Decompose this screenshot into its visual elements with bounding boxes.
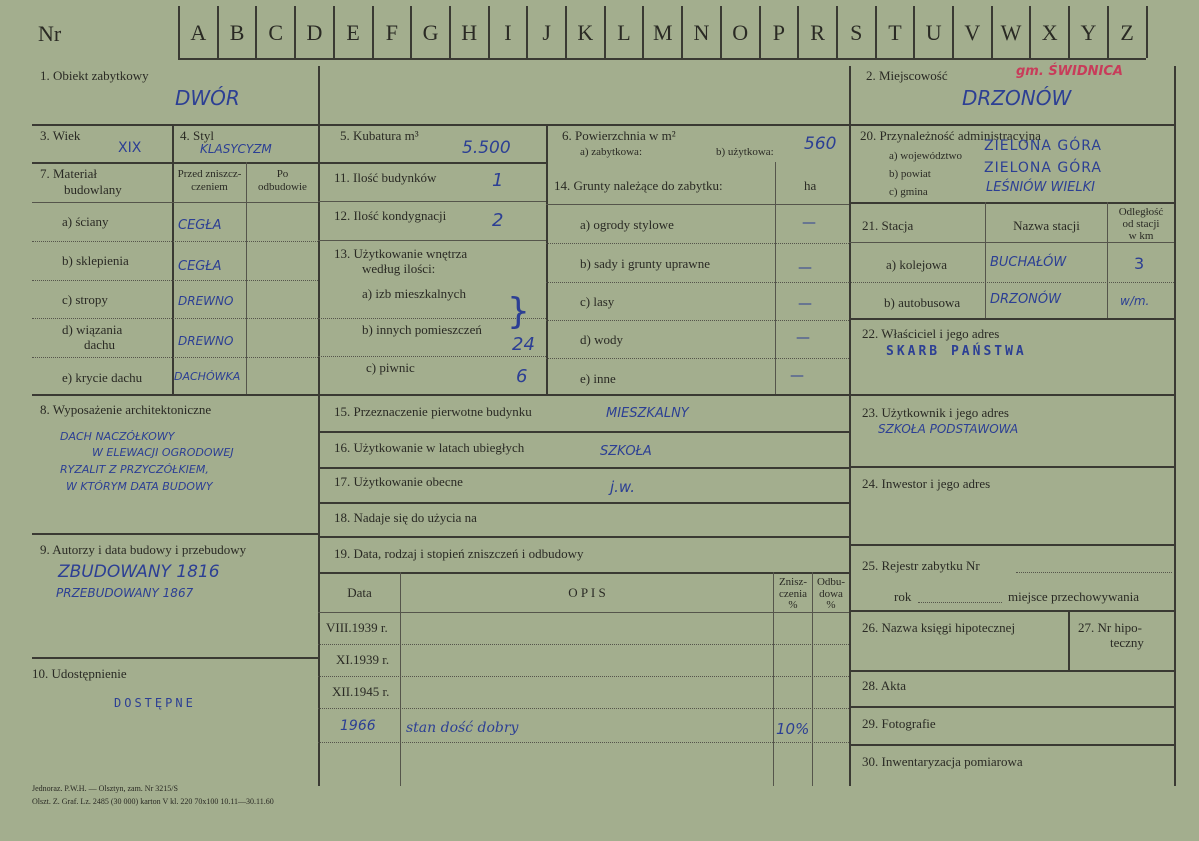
field-25-rok: rok [894, 589, 912, 604]
field-13-b-value: 24 [512, 334, 535, 355]
divider [318, 676, 849, 677]
field-7-col1: Przed zniszcz- [177, 168, 242, 180]
divider [849, 744, 1174, 746]
field-14-row-e: e) inne [580, 371, 616, 386]
field-8-line-4: W KTÓRYM DATA BUDOWY [66, 480, 213, 493]
divider [32, 241, 318, 242]
field-7-col1-b: czeniem [191, 181, 228, 193]
footer-line-2: Olszt. Z. Graf. Lz. 2485 (30 000) karton V kl. 220 70x100 10.11—30.11.60 [32, 797, 274, 806]
field-23-label: 23. Użytkownik i jego adres [862, 405, 1009, 420]
field-19-date-3: XII.1945 r. [332, 684, 390, 699]
field-14-row-a-value: — [802, 215, 816, 231]
field-19-col-reb-3: % [826, 599, 836, 611]
field-21-b: b) autobusowa [884, 295, 961, 310]
divider [318, 644, 849, 645]
field-8-label: 8. Wyposażenie architektoniczne [40, 402, 212, 417]
field-26-label: 26. Nazwa księgi hipotecznej [862, 620, 1016, 635]
divider [318, 240, 546, 241]
field-2-note: gm. ŚWIDNICA [1016, 64, 1123, 79]
field-14-row-d: d) wody [580, 332, 623, 347]
field-21-label: 21. Stacja [862, 218, 914, 233]
field-21-b-name: DRZONÓW [990, 292, 1061, 307]
field-1-label: 1. Obiekt zabytkowy [40, 68, 149, 83]
field-3-label: 3. Wiek [40, 128, 81, 143]
field-14-unit: ha [804, 178, 817, 193]
field-7-row-e-value: DACHÓWKA [174, 370, 241, 383]
letter-x: X [1041, 20, 1058, 45]
field-7-row-e-label: e) krycie dachu [62, 370, 143, 385]
letter-j: J [542, 20, 551, 45]
field-3-value: XIX [118, 140, 142, 156]
divider [318, 201, 546, 202]
field-15-label: 15. Przeznaczenie pierwotne budynku [334, 404, 532, 419]
divider [546, 204, 849, 205]
field-20-c-value: LEŚNIÓW WIELKI [986, 180, 1095, 195]
field-25-label: 25. Rejestr zabytku Nr [862, 558, 980, 573]
field-20-b-value: ZIELONA GÓRA [984, 160, 1102, 176]
divider [849, 394, 1174, 396]
field-15-value: MIESZKALNY [606, 406, 689, 421]
divider [318, 356, 546, 357]
divider [400, 572, 401, 786]
letter-n: N [693, 20, 710, 45]
divider [246, 162, 247, 394]
field-19-col-date: Data [347, 585, 372, 600]
letter-m: M [652, 20, 673, 45]
letter-o: O [732, 20, 749, 45]
field-2-label: 2. Miejscowość [866, 68, 948, 83]
field-7-label-2: budowlany [64, 182, 122, 197]
divider [849, 544, 1174, 546]
field-30-label: 30. Inwentaryzacja pomiarowa [862, 754, 1023, 769]
field-10-label: 10. Udostępnienie [32, 666, 127, 681]
field-13-b: b) innych pomieszczeń [362, 322, 482, 337]
field-23-value: SZKOŁA PODSTAWOWA [878, 422, 1019, 436]
footer-line-1: Jednoraz. P.W.H. — Olsztyn, zam. Nr 3215/S [32, 784, 178, 793]
divider [318, 572, 849, 574]
divider [546, 320, 849, 321]
field-19-hw-date: 1966 [340, 718, 376, 734]
divider [32, 657, 318, 659]
field-17-value: j.w. [610, 478, 636, 496]
divider [849, 610, 1174, 612]
field-7-label: 7. Materiał [40, 166, 98, 181]
field-24-label: 24. Inwestor i jego adres [862, 476, 991, 491]
field-1-value: DWÓR [175, 86, 240, 110]
field-11-value: 1 [492, 170, 504, 191]
field-16-label: 16. Użytkowanie w latach ubiegłych [334, 440, 525, 455]
divider [318, 502, 849, 504]
divider [1068, 610, 1070, 670]
field-7-row-b-value: CEGŁA [178, 259, 222, 274]
field-6-value: 560 [804, 134, 837, 154]
divider [849, 466, 1174, 468]
field-18-label: 18. Nadaje się do użycia na [334, 510, 477, 525]
letter-e: E [346, 20, 360, 45]
field-20-a: a) województwo [889, 150, 963, 162]
field-2-value: DRZONÓW [962, 86, 1072, 110]
divider [32, 202, 318, 203]
field-21-a: a) kolejowa [886, 257, 948, 272]
field-5-value: 5.500 [462, 138, 511, 158]
letter-d: D [306, 20, 323, 45]
divider [849, 282, 1174, 283]
letter-i: I [504, 20, 512, 45]
field-7-row-b-label: b) sklepienia [62, 253, 129, 268]
letter-c: C [268, 20, 284, 45]
field-19-date-1: VIII.1939 r. [326, 620, 388, 635]
field-13-c: c) piwnic [366, 360, 415, 375]
field-21-b-dist: w/m. [1120, 294, 1150, 308]
field-10-value: DOSTĘPNE [114, 696, 196, 710]
nr-label: Nr [38, 21, 62, 46]
letter-s: S [850, 20, 863, 45]
field-14-row-e-value: — [790, 368, 804, 384]
field-13-c-value: 6 [516, 366, 528, 387]
divider [32, 394, 849, 396]
field-6-b: b) użytkowa: [716, 146, 774, 158]
field-19-col-dmg-3: % [788, 599, 798, 611]
field-13-label: 13. Użytkowanie wnętrza [334, 246, 468, 261]
field-19-col-dmg-2: czenia [778, 588, 808, 600]
field-19-col-reb-2: dowa [819, 588, 843, 600]
field-14-label: 14. Grunty należące do zabytku: [554, 178, 723, 193]
divider [849, 66, 851, 786]
divider [1174, 66, 1176, 786]
field-25-line [1016, 572, 1172, 573]
divider [546, 243, 849, 244]
field-12-value: 2 [492, 210, 504, 231]
field-7-row-c-label: c) stropy [62, 292, 108, 307]
field-8-line-3: RYZALIT Z PRZYCZÓŁKIEM, [60, 463, 209, 476]
divider [32, 357, 318, 358]
letter-p: P [772, 20, 785, 45]
field-20-b: b) powiat [889, 168, 931, 180]
field-14-row-b-value: — [798, 260, 812, 276]
divider [849, 242, 1174, 243]
field-28-label: 28. Akta [862, 678, 907, 693]
field-5-label: 5. Kubatura m³ [340, 128, 419, 143]
field-19-date-2: XI.1939 r. [336, 652, 390, 667]
divider [318, 467, 849, 469]
field-9-line-1: ZBUDOWANY 1816 [58, 562, 220, 582]
divider [32, 280, 318, 281]
field-6-a: a) zabytkowa: [580, 146, 642, 158]
letter-h: H [461, 20, 478, 45]
letter-k: K [577, 20, 594, 45]
divider [318, 431, 849, 433]
field-9-label: 9. Autorzy i data budowy i przebudowy [40, 542, 247, 557]
divider [32, 533, 318, 535]
field-27-label-2: teczny [1110, 635, 1144, 650]
letter-z: Z [1120, 20, 1134, 45]
field-13-a: a) izb mieszkalnych [362, 286, 466, 301]
field-7-row-d-value: DREWNO [178, 334, 234, 348]
letter-t: T [888, 20, 902, 45]
field-13-label-2: według ilości: [362, 261, 436, 276]
divider [318, 536, 849, 538]
field-21-a-dist: 3 [1134, 254, 1145, 273]
field-20-c: c) gmina [889, 186, 928, 198]
field-19-col-dmg: Znisz- [778, 576, 808, 588]
field-21-col-name: Nazwa stacji [1013, 218, 1080, 233]
field-7-row-c-value: DREWNO [178, 294, 234, 308]
field-4-value: KLASYCYZM [200, 142, 272, 156]
divider [32, 124, 849, 126]
divider [318, 612, 849, 613]
field-29-label: 29. Fotografie [862, 716, 936, 731]
field-7-row-d-label: d) wiązania [62, 322, 123, 337]
letter-w: W [1000, 20, 1022, 45]
field-21-col-dist: Odległość [1118, 206, 1164, 218]
field-8-line-1: DACH NACZÓŁKOWY [60, 430, 175, 443]
divider [849, 124, 1174, 126]
field-17-label: 17. Użytkowanie obecne [334, 474, 463, 489]
field-9-line-2: PRZEBUDOWANY 1867 [56, 586, 194, 600]
field-7-col2: Po [276, 168, 289, 180]
letter-l: L [617, 20, 631, 45]
field-22-value: SKARB PAŃSTWA [886, 344, 1027, 359]
header-rule [178, 58, 1146, 60]
letter-divider [1146, 6, 1148, 58]
field-27-label: 27. Nr hipo- [1078, 620, 1142, 635]
field-19-col-reb: Odbu- [816, 576, 846, 588]
field-19-col-desc: O P I S [568, 585, 606, 600]
field-7-col2-b: odbudowie [258, 181, 307, 193]
divider [546, 358, 849, 359]
field-14-row-b: b) sady i grunty uprawne [580, 256, 710, 271]
field-7-row-a-label: a) ściany [62, 214, 109, 229]
field-14-row-c: c) lasy [580, 294, 615, 309]
field-21-col-dist-3: w km [1128, 230, 1154, 242]
letter-f: F [385, 20, 398, 45]
divider [775, 162, 776, 394]
brace-mark: } [507, 291, 530, 332]
divider [318, 708, 849, 709]
divider [32, 318, 318, 319]
field-25-miejsce: miejsce przechowywania [1008, 589, 1140, 604]
field-21-a-name: BUCHAŁÓW [990, 255, 1067, 270]
letter-y: Y [1080, 20, 1097, 45]
letter-v: V [964, 20, 981, 45]
letter-g: G [422, 20, 439, 45]
field-14-row-c-value: — [798, 296, 812, 312]
divider [318, 66, 320, 786]
field-19-hw-desc: stan dość dobry [406, 720, 519, 736]
letter-a: A [190, 20, 207, 45]
field-21-col-dist-2: od stacji [1122, 218, 1160, 230]
field-19-label: 19. Data, rodzaj i stopień zniszczeń i odbudowy [334, 546, 584, 561]
divider [546, 124, 548, 394]
divider [172, 124, 174, 162]
letter-r: R [810, 20, 825, 45]
field-4-label: 4. Styl [180, 128, 214, 143]
field-6-label: 6. Powierzchnia w m² [562, 128, 676, 143]
field-7-row-a-value: CEGŁA [178, 218, 222, 233]
field-8-line-2: W ELEWACJI OGRODOWEJ [92, 446, 234, 459]
divider [546, 282, 849, 283]
letter-u: U [925, 20, 942, 45]
field-22-label: 22. Właściciel i jego adres [862, 326, 1000, 341]
field-7-row-d-label-2: dachu [84, 337, 116, 352]
field-14-row-d-value: — [796, 330, 810, 346]
divider [318, 742, 849, 743]
divider [849, 670, 1174, 672]
field-14-row-a: a) ogrody stylowe [580, 217, 674, 232]
field-16-value: SZKOŁA [600, 444, 652, 459]
field-12-label: 12. Ilość kondygnacji [334, 208, 447, 223]
field-19-hw-pct: 10% [776, 720, 810, 738]
divider [849, 706, 1174, 708]
field-11-label: 11. Ilość budynków [334, 170, 437, 185]
divider [172, 162, 174, 394]
divider [32, 162, 546, 164]
letter-b: B [229, 20, 245, 45]
field-20-a-value: ZIELONA GÓRA [984, 138, 1102, 154]
divider [849, 202, 1174, 204]
divider [849, 318, 1174, 320]
field-25-rok-line [918, 602, 1002, 603]
field-20-label: 20. Przynależność administracyjna [860, 128, 1041, 143]
